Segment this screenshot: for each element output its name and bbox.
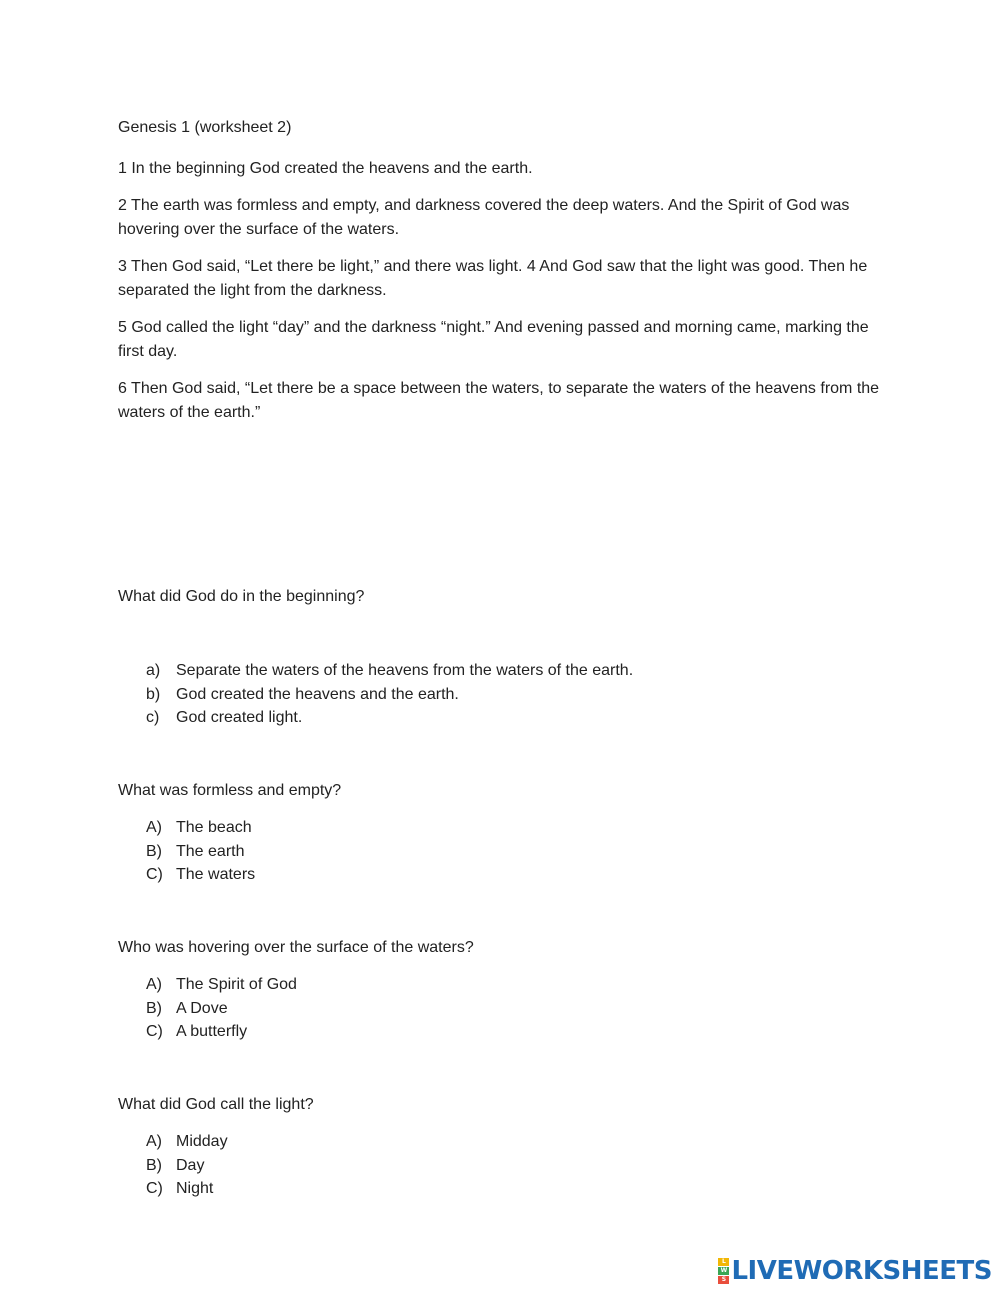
logo-mark-block: W: [718, 1267, 729, 1275]
question-3-option-a[interactable]: [118, 973, 818, 997]
worksheet-title: Genesis 1 (worksheet 2): [118, 119, 292, 136]
passage-paragraph-2: 2 The earth was formless and empty, and darkness covered the deep waters. And the Spirit of God was hovering over the surface of the waters.: [118, 197, 850, 238]
question-2: What was formless and empty?: [118, 782, 342, 799]
question-3-option-c[interactable]: [118, 1020, 818, 1044]
option-text: Midday: [176, 1133, 228, 1150]
option-letter: A): [146, 819, 162, 836]
question-2-option-a[interactable]: [118, 816, 818, 840]
option-text: A butterfly: [176, 1023, 248, 1040]
option-letter: A): [146, 1133, 162, 1150]
liveworksheets-logo: [718, 1257, 992, 1285]
logo-mark-block: S: [718, 1276, 729, 1284]
question-3-options: [118, 973, 818, 1044]
question-4-options: [118, 1130, 818, 1201]
option-text: The Spirit of God: [176, 976, 297, 993]
option-letter: b): [146, 685, 161, 703]
question-2-option-c[interactable]: [118, 863, 818, 887]
option-text: God created the heavens and the earth.: [176, 685, 459, 703]
option-text: A Dove: [176, 999, 228, 1017]
option-text: God created light.: [176, 709, 303, 726]
question-2-option-b[interactable]: [118, 840, 818, 864]
logo-mark-block: L: [718, 1258, 729, 1266]
option-letter: C): [146, 1023, 163, 1040]
option-text: The earth: [176, 842, 245, 860]
option-text: The waters: [176, 866, 256, 883]
question-1-option-c[interactable]: [118, 706, 818, 730]
question-4: What did God call the light?: [118, 1096, 314, 1113]
question-4-option-a[interactable]: [118, 1130, 818, 1154]
option-letter: c): [146, 709, 160, 726]
option-text: Separate the waters of the heavens from the waters of the earth.: [176, 662, 634, 679]
passage-paragraph-5: 6 Then God said, “Let there be a space between the waters, to separate the waters of the heavens from the waters of the earth.”: [118, 380, 880, 421]
option-text: Night: [176, 1180, 214, 1197]
question-1-option-b[interactable]: [118, 683, 818, 707]
question-1: What did God do in the beginning?: [118, 588, 365, 605]
passage-paragraph-3: 3 Then God said, “Let there be light,” and there was light. 4 And God saw that the light was good. Then he separated the light from the darkness.: [118, 258, 868, 299]
question-3-option-b[interactable]: [118, 997, 818, 1021]
option-letter: C): [146, 866, 163, 883]
liveworksheets-logo-icon: [718, 1258, 729, 1284]
passage-paragraph-4: 5 God called the light “day” and the darkness “night.” And evening passed and morning came, marking the first day.: [118, 319, 869, 360]
question-1-options: [118, 659, 818, 730]
logo-text: LIVEWORKSHEETS: [731, 1256, 992, 1286]
option-letter: B): [146, 1156, 162, 1174]
question-4-option-c[interactable]: [118, 1177, 818, 1201]
passage-paragraph-1: 1 In the beginning God created the heavens and the earth.: [118, 160, 533, 177]
question-1-option-a[interactable]: [118, 659, 818, 683]
question-2-options: [118, 816, 818, 887]
option-letter: a): [146, 662, 161, 679]
option-text: Day: [176, 1156, 205, 1174]
option-letter: C): [146, 1180, 163, 1197]
option-letter: B): [146, 842, 162, 860]
option-letter: B): [146, 999, 162, 1017]
option-letter: A): [146, 976, 162, 993]
question-4-option-b[interactable]: [118, 1154, 818, 1178]
option-text: The beach: [176, 819, 252, 836]
question-3: Who was hovering over the surface of the waters?: [118, 939, 474, 956]
worksheet-page: [118, 118, 888, 1197]
